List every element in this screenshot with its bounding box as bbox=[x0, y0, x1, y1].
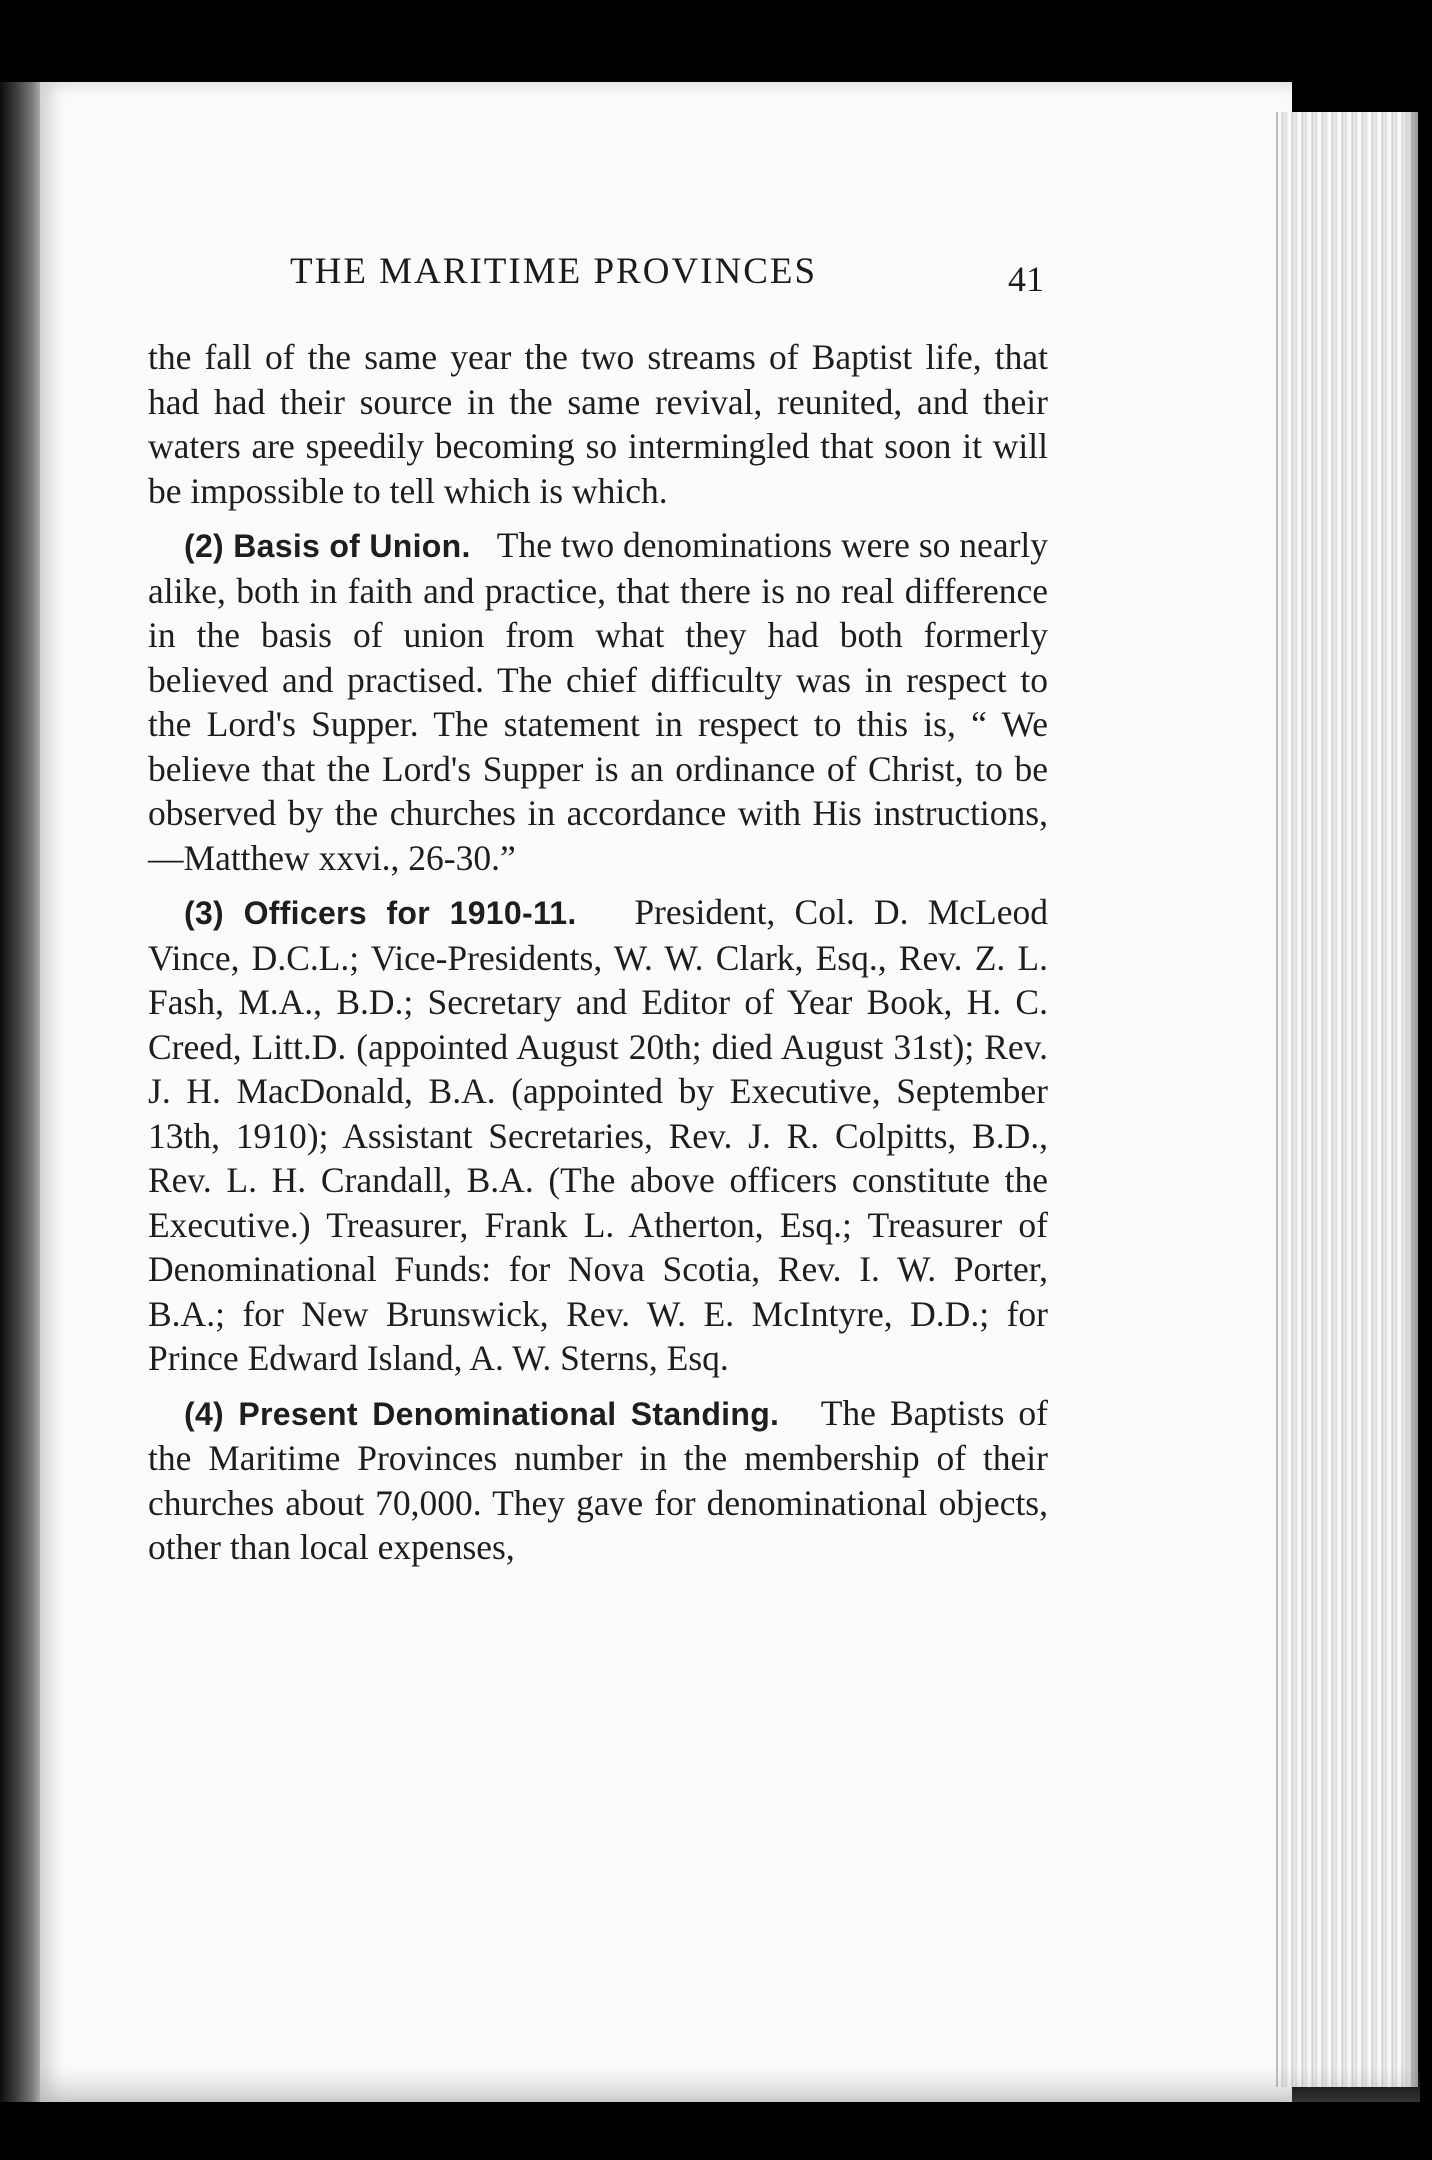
section-heading: (2) Basis of Union. bbox=[184, 528, 471, 564]
paragraph-denominational-standing bbox=[148, 1391, 1048, 1570]
paragraph-text: President, Col. D. McLeod Vince, D.C.L.; Vice-Presidents, W. W. Clark, Esq., Rev. Z. L. Fash, M.A., B.D.; Secretary and Editor of Year Book, H. C. Creed, Litt.D. (appointed August 20th; died August 31st); Rev. J. H. MacDonald, B.A. (appointed by Executive, September 13th, 1910); Assistant Secretaries, Rev. J. R. Colpitts, B.D., Rev. L. H. Crandall, B.A. (The above officers constitute the Executive.) Treasurer, Frank L. Atherton, Esq.; Treasurer of Denominational Funds: for Nova Scotia, Rev. I. W. Porter, B.A.; for New Brunswick, Rev. W. E. McIntyre, D.D.; for Prince Edward Island, A. W. Sterns, Esq. bbox=[148, 892, 1048, 1378]
bottom-shadow bbox=[40, 2066, 1420, 2102]
paragraph-continuation bbox=[148, 335, 1048, 513]
paragraph-text: The Baptists of the Maritime Provinces number in the membership of their churches about 70,000. They gave for denominational objects, other than local expenses, bbox=[148, 1392, 1048, 1567]
paragraph-text: The two denominations were so nearly alike, both in faith and practice, that there is no real difference in the basis of union from what they had both formerly believed and practised. The chief difficulty was in respect to the Lord's Supper. The statement in respect to this is, “ We believe that the Lord's Supper is an ordinance of Christ, to be observed by the churches in accordance with His instructions,—Matthew xxvi., 26-30.” bbox=[148, 525, 1049, 878]
paragraph-basis-of-union bbox=[148, 523, 1048, 880]
running-head: THE MARITIME PROVINCES bbox=[290, 251, 818, 292]
paragraph-officers bbox=[148, 890, 1048, 1381]
paragraph-text: the fall of the same year the two streams of Baptist life, that had had their source in the same revival, reunited, and their waters are speedily becoming so intermingled that soon it will be impossible to tell which is which. bbox=[148, 337, 1048, 511]
body-text bbox=[148, 335, 1048, 1580]
page-number: 41 bbox=[1008, 259, 1044, 299]
section-heading: (4) Present Denominational Standing. bbox=[184, 1395, 780, 1432]
page-edges bbox=[1276, 112, 1418, 2087]
section-heading: (3) Officers for 1910-11. bbox=[184, 895, 577, 931]
